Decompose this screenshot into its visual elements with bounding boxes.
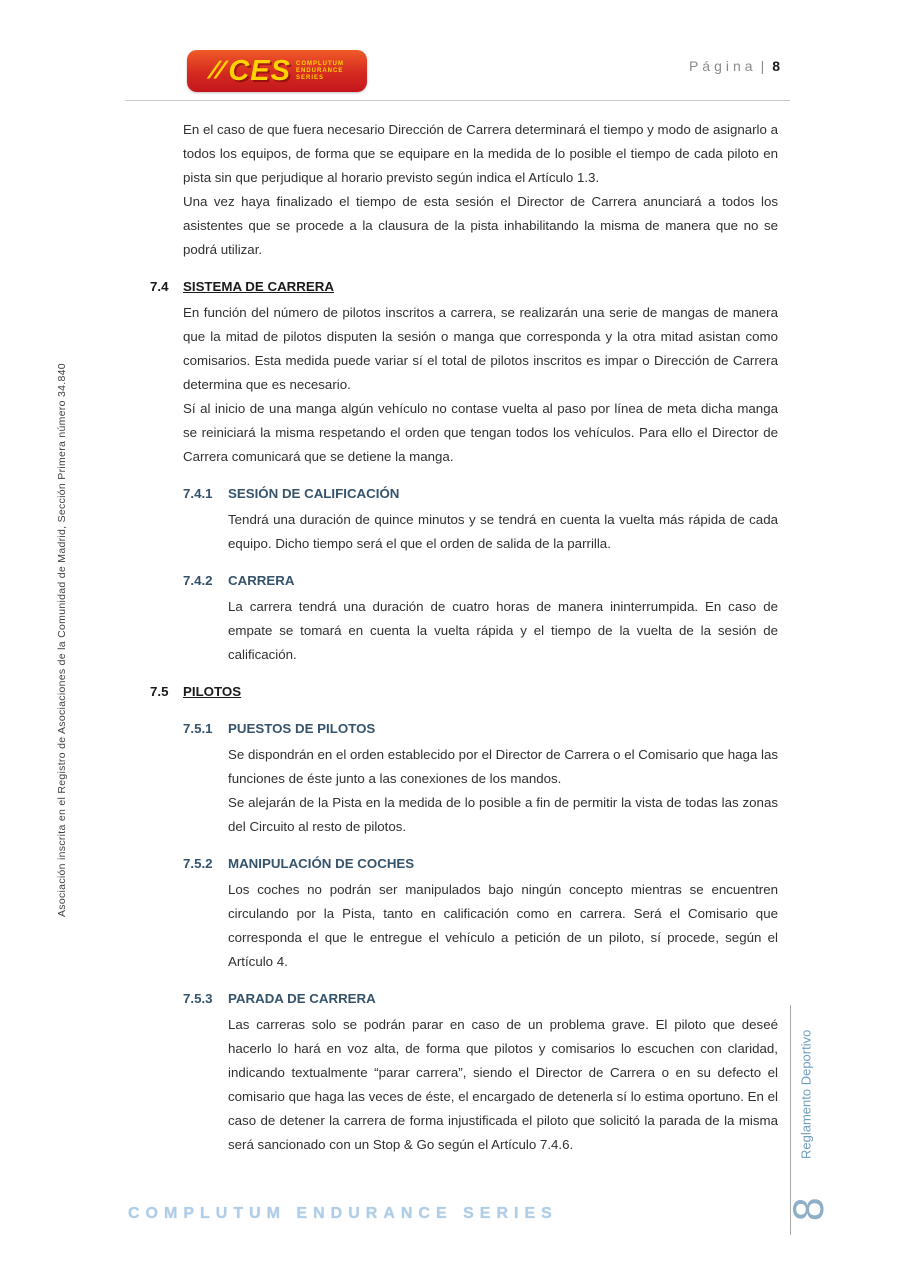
paragraph: Sí al inicio de una manga algún vehículo no contase vuelta al paso por línea de meta dicha manga se reiniciará la misma respetando el orden que tengan todos los vehículos. Para ello el Director de Carrera comunicará que se detiene la manga.: [183, 401, 778, 464]
heading-7.5: [150, 680, 778, 704]
heading-title: PUESTOS DE PILOTOS: [228, 721, 376, 736]
heading-title: CARRERA: [228, 573, 295, 588]
heading-7.4: [150, 275, 778, 299]
heading-7.5.1: [183, 717, 778, 741]
footer-brand: COMPLUTUM ENDURANCE SERIES: [128, 1205, 558, 1222]
heading-title: MANIPULACIÓN DE COCHES: [228, 856, 415, 871]
heading-title: SESIÓN DE CALIFICACIÓN: [228, 486, 400, 501]
paragraph: En función del número de pilotos inscritos a carrera, se realizarán una serie de mangas de manera que la mitad de pilotos disputen la sesión o manga que corresponda y la otra mitad asistan como comisarios. Esta medida puede variar sí el total de pilotos inscritos es impar o Dirección de Carrera determina que es necesario.: [183, 305, 778, 392]
header-divider: [125, 100, 790, 101]
heading-number: 7.5.2: [183, 856, 213, 871]
heading-7.5.2: [183, 852, 778, 876]
logo-slashes-icon: //: [205, 57, 228, 84]
association-registration-sidenote: Asociación inscrita en el Registro de Asociaciones de la Comunidad de Madrid, Sección Primera número 34.840: [56, 363, 68, 917]
heading-title: PARADA DE CARRERA: [228, 991, 376, 1006]
heading-number: 7.4.1: [183, 486, 213, 501]
document-title-sidenote: Reglamento Deportivo: [798, 1029, 814, 1160]
heading-number: 7.4.2: [183, 573, 213, 588]
page-indicator: [689, 58, 780, 74]
logo-title: CES: [228, 54, 291, 87]
heading-7.4.1: [183, 482, 778, 506]
logo-subtitle: [296, 61, 344, 82]
heading-number: 7.5.1: [183, 721, 213, 736]
page-indicator-number: 8: [772, 58, 780, 74]
heading-title: PILOTOS: [183, 684, 242, 699]
logo-subtitle-line3: SERIES: [295, 74, 324, 81]
page-number-large: 8: [787, 1196, 833, 1222]
ces-logo: [187, 50, 367, 92]
paragraph: Se dispondrán en el orden establecido por el Director de Carrera o el Comisario que haga las funciones de éste junto a las conexiones de los mandos.: [228, 747, 778, 786]
logo-subtitle-line2: ENDURANCE: [295, 67, 344, 74]
paragraph: Una vez haya finalizado el tiempo de esta sesión el Director de Carrera anunciará a todos los asistentes que se procede a la clausura de la pista inhabilitando la misma de manera que no se podrá utilizar.: [183, 194, 778, 257]
paragraph: Los coches no podrán ser manipulados bajo ningún concepto mientras se encuentren circulando por la Pista, tanto en calificación como en carrera. Será el Comisario que corresponda el que le entregue el vehículo a petición de un piloto, sí procede, según el Artículo 4.: [228, 882, 778, 969]
page-indicator-separator: |: [760, 58, 769, 74]
heading-number: 7.5.3: [183, 991, 213, 1006]
page-indicator-label: Página: [688, 58, 757, 74]
logo-subtitle-line1: COMPLUTUM: [295, 60, 344, 67]
heading-number: 7.5: [150, 684, 169, 699]
heading-number: 7.4: [150, 279, 169, 294]
paragraph: Se alejarán de la Pista en la medida de lo posible a fin de permitir la vista de todas las zonas del Circuito al resto de pilotos.: [228, 795, 778, 834]
paragraph: La carrera tendrá una duración de cuatro horas de manera ininterrumpida. En caso de empate se tomará en cuenta la vuelta rápida y el tiempo de la vuelta de la sesión de calificación.: [228, 599, 778, 662]
paragraph: Tendrá una duración de quince minutos y se tendrá en cuenta la vuelta más rápida de cada equipo. Dicho tiempo será el que el orden de salida de la parrilla.: [228, 512, 778, 551]
heading-7.4.2: [183, 569, 778, 593]
paragraph: En el caso de que fuera necesario Dirección de Carrera determinará el tiempo y modo de asignarlo a todos los equipos, de forma que se equipare en la medida de lo posible el tiempo de cada piloto en pista sin que perjudique al horario previsto según indica el Artículo 1.3.: [183, 122, 778, 185]
heading-title: SISTEMA DE CARRERA: [183, 279, 334, 294]
document-body: [150, 118, 778, 1157]
heading-7.5.3: [183, 987, 778, 1011]
paragraph: Las carreras solo se podrán parar en caso de un problema grave. El piloto que deseé hacerlo lo hará en voz alta, de forma que pilotos y comisarios lo escuchen con claridad, indicando textualmente “parar carrera”, siendo el Director de Carrera o en su defecto el comisario que haga las veces de éste, el encargado de detenerla sí lo estima oportuno. En el caso de detener la carrera de forma injustificada el piloto que solicitó la parada de la misma será sancionado con un Stop & Go según el Artículo 7.4.6.: [228, 1017, 778, 1152]
